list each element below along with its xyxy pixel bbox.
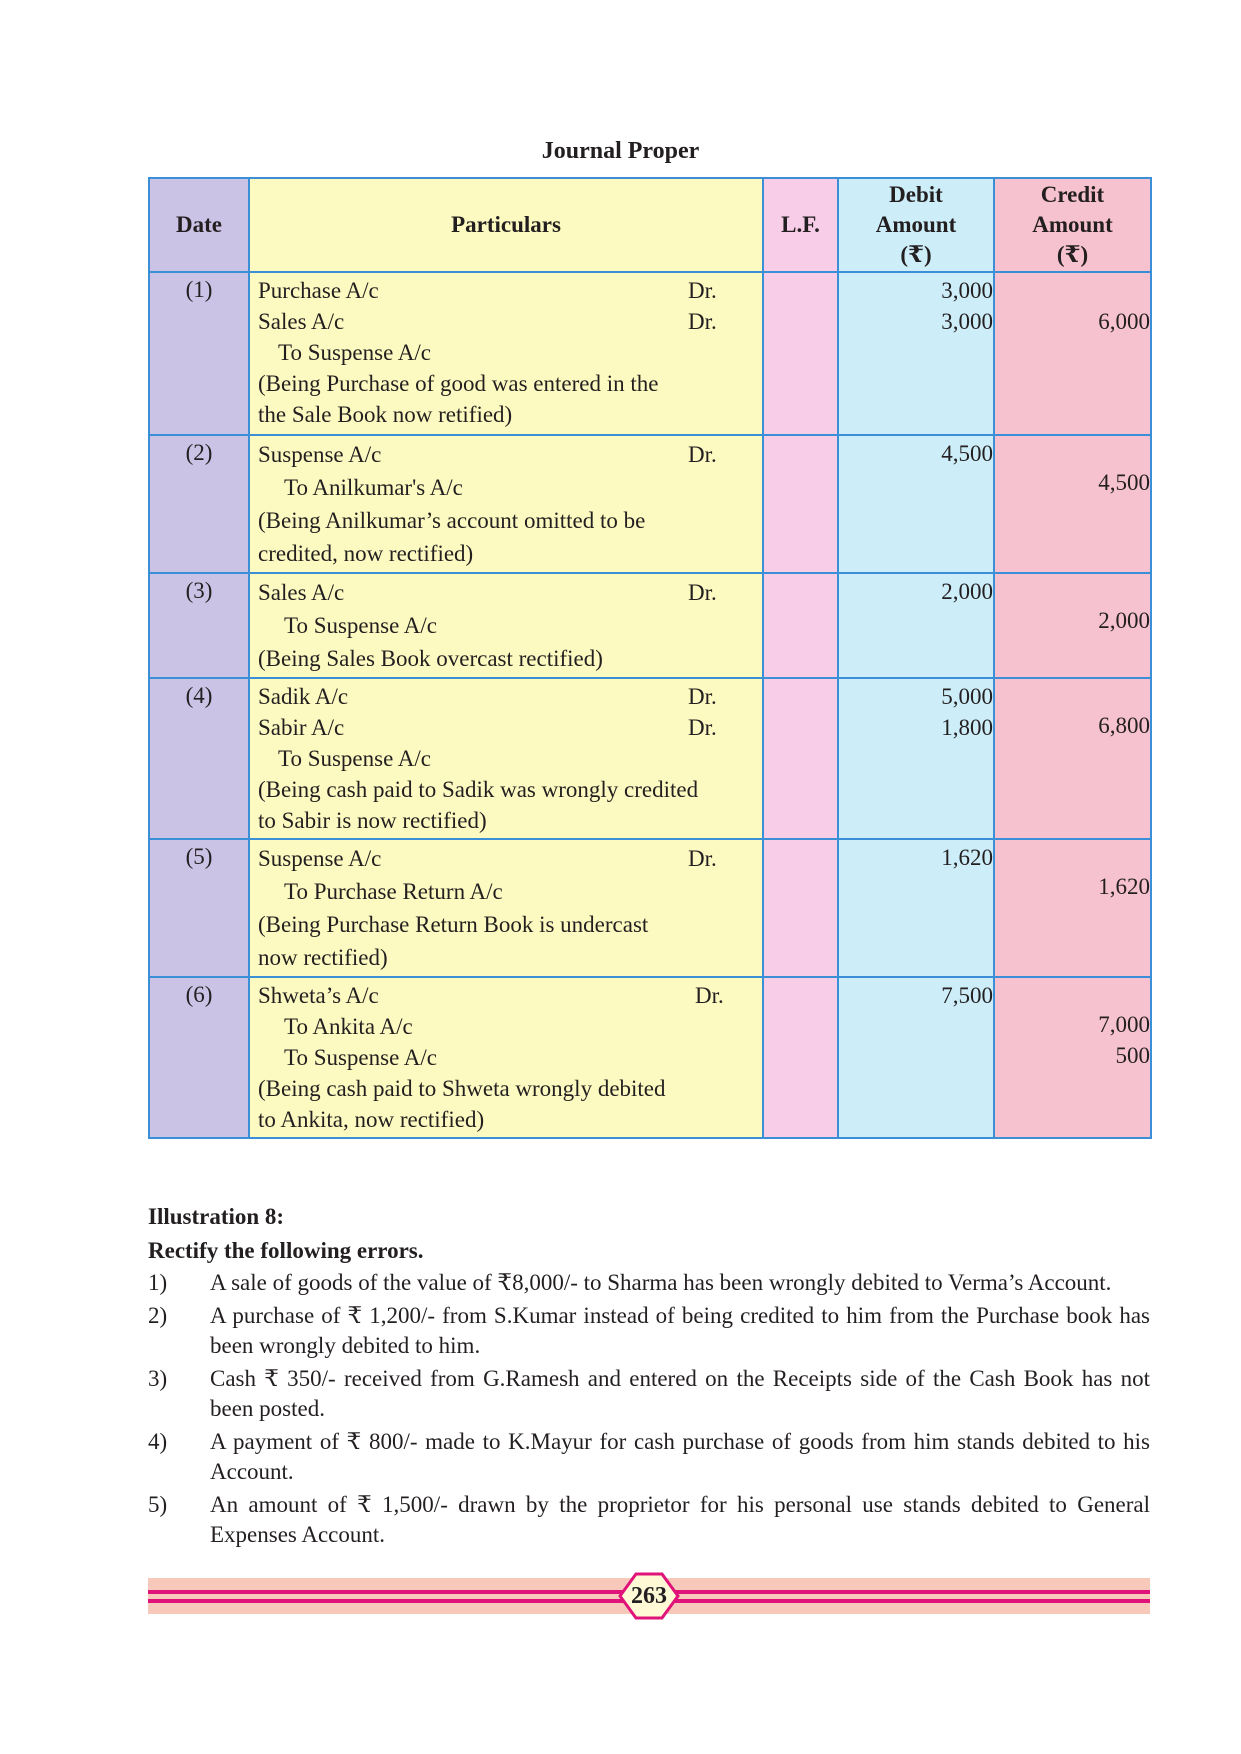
list-item	[148, 1427, 1150, 1487]
debit-marker: Dr.	[688, 846, 717, 871]
particulars-line	[258, 875, 754, 908]
entry-lf	[763, 678, 838, 839]
particulars-text: now rectified)	[258, 945, 388, 970]
particulars-line	[258, 471, 754, 504]
list-item-number: 3)	[148, 1366, 168, 1391]
particulars-line	[258, 743, 754, 774]
particulars-line	[258, 609, 754, 642]
entry-lf	[763, 839, 838, 977]
illustration-instruction: Rectify the following errors.	[148, 1238, 424, 1263]
header-date: Date	[149, 178, 249, 272]
particulars-line	[258, 712, 754, 743]
particulars-text: (Being cash paid to Shweta wrongly debited	[258, 1076, 666, 1101]
entry-particulars	[249, 272, 763, 435]
entry-date: (4)	[149, 678, 249, 839]
header-credit-line: Amount	[1032, 212, 1113, 237]
journal-body	[149, 272, 1151, 1138]
particulars-line	[258, 306, 754, 337]
entry-particulars	[249, 678, 763, 839]
particulars-line	[258, 337, 754, 368]
credit-amount: 7,000	[1098, 1012, 1150, 1037]
particulars-text: to Ankita, now rectified)	[258, 1107, 485, 1132]
header-credit-amount	[994, 178, 1151, 272]
particulars-text: the Sale Book now retified)	[258, 402, 513, 427]
header-particulars: Particulars	[249, 178, 763, 272]
entry-date: (1)	[149, 272, 249, 435]
particulars-text: (Being Anilkumar’s account omitted to be	[258, 508, 646, 533]
particulars-text: (Being cash paid to Sadik was wrongly credited	[258, 777, 699, 802]
table-row	[149, 573, 1151, 678]
entry-credit	[994, 573, 1151, 678]
list-item	[148, 1301, 1150, 1361]
list-item-text: A sale of goods of the value of ₹8,000/- to Sharma has been wrongly debited to Verma’s Account.	[210, 1270, 1112, 1295]
particulars-line	[258, 504, 754, 537]
particulars-line	[258, 399, 754, 430]
table-row	[149, 678, 1151, 839]
particulars-line	[258, 1042, 754, 1073]
entry-debit	[838, 272, 994, 435]
table-row	[149, 839, 1151, 977]
particulars-text: To Suspense A/c	[284, 613, 437, 638]
entry-debit	[838, 573, 994, 678]
entry-lf	[763, 272, 838, 435]
particulars-line	[258, 1104, 754, 1135]
particulars-line	[258, 642, 754, 675]
page-number-badge	[614, 1570, 684, 1622]
entry-particulars	[249, 435, 763, 573]
list-item	[148, 1364, 1150, 1424]
page-footer	[148, 1578, 1150, 1614]
particulars-text: To Anilkumar's A/c	[284, 475, 463, 500]
page-title: Journal Proper	[541, 138, 700, 164]
credit-amount: 500	[1115, 1043, 1150, 1068]
particulars-line	[258, 537, 754, 570]
debit-amount: 3,000	[941, 309, 993, 334]
particulars-text: To Purchase Return A/c	[284, 879, 503, 904]
entry-date: (5)	[149, 839, 249, 977]
particulars-line	[258, 681, 754, 712]
particulars-text: Sales A/c	[258, 580, 345, 605]
particulars-text: Sales A/c	[258, 309, 345, 334]
entry-lf	[763, 573, 838, 678]
entry-debit	[838, 977, 994, 1138]
particulars-text: credited, now rectified)	[258, 541, 474, 566]
entry-debit	[838, 839, 994, 977]
entry-credit	[994, 839, 1151, 977]
particulars-line	[258, 275, 754, 306]
list-item-number: 2)	[148, 1303, 168, 1328]
debit-marker: Dr.	[688, 715, 717, 740]
list-item-text: An amount of ₹ 1,500/- drawn by the proprietor for his personal use stands debited to General Expenses Account.	[210, 1492, 1150, 1547]
debit-marker: Dr.	[688, 684, 717, 709]
debit-marker: Dr.	[688, 278, 717, 303]
entry-credit	[994, 678, 1151, 839]
entry-credit	[994, 977, 1151, 1138]
list-item	[148, 1268, 1150, 1298]
particulars-text: (Being Purchase of good was entered in the	[258, 371, 659, 396]
table-row	[149, 272, 1151, 435]
credit-amount: 2,000	[1098, 608, 1150, 633]
illustration-heading: Illustration 8:	[148, 1204, 285, 1229]
particulars-line	[258, 805, 754, 836]
entry-debit	[838, 678, 994, 839]
list-item-number: 5)	[148, 1492, 168, 1517]
credit-amount: 4,500	[1098, 470, 1150, 495]
table-row	[149, 977, 1151, 1138]
entry-credit	[994, 435, 1151, 573]
table-row	[149, 435, 1151, 573]
entry-date: (6)	[149, 977, 249, 1138]
credit-amount	[995, 275, 1150, 306]
debit-amount: 1,620	[941, 845, 993, 870]
entry-lf	[763, 977, 838, 1138]
particulars-line	[258, 1073, 754, 1104]
particulars-text: Suspense A/c	[258, 846, 382, 871]
particulars-line	[258, 438, 754, 471]
particulars-line	[258, 368, 754, 399]
particulars-text: (Being Sales Book overcast rectified)	[258, 646, 603, 671]
particulars-line	[258, 1011, 754, 1042]
particulars-text: Suspense A/c	[258, 442, 382, 467]
list-item	[148, 1490, 1150, 1550]
debit-marker: Dr.	[688, 580, 717, 605]
particulars-line	[258, 908, 754, 941]
debit-amount: 3,000	[941, 278, 993, 303]
debit-amount: 5,000	[941, 684, 993, 709]
debit-amount: 1,800	[941, 715, 993, 740]
entry-date: (2)	[149, 435, 249, 573]
list-item-number: 4)	[148, 1429, 168, 1454]
header-credit-line: (₹)	[1056, 242, 1089, 267]
header-debit-line: (₹)	[900, 242, 932, 267]
debit-marker: Dr.	[695, 983, 724, 1008]
journal-table	[148, 177, 1152, 1139]
header-credit-line: Credit	[1040, 182, 1105, 207]
entry-particulars	[249, 573, 763, 678]
particulars-text: Sabir A/c	[258, 715, 345, 740]
entry-lf	[763, 435, 838, 573]
table-header-row	[149, 178, 1151, 272]
credit-amount: 6,800	[1098, 713, 1150, 738]
header-debit-amount	[838, 178, 994, 272]
entry-debit	[838, 435, 994, 573]
particulars-text: To Suspense A/c	[278, 746, 431, 771]
particulars-line	[258, 941, 754, 974]
error-list	[148, 1268, 1150, 1550]
particulars-line	[258, 576, 754, 609]
entry-credit	[994, 272, 1151, 435]
entry-particulars	[249, 839, 763, 977]
particulars-text: To Ankita A/c	[284, 1014, 413, 1039]
debit-amount: 7,500	[941, 983, 993, 1008]
list-item-number: 1)	[148, 1270, 168, 1295]
particulars-line	[258, 842, 754, 875]
particulars-line	[258, 980, 754, 1011]
page-number: 263	[631, 1583, 667, 1609]
particulars-text: Shweta’s A/c	[258, 983, 379, 1008]
entry-particulars	[249, 977, 763, 1138]
particulars-text: Purchase A/c	[258, 278, 379, 303]
credit-amount: 6,000	[1098, 309, 1150, 334]
debit-amount: 2,000	[941, 579, 993, 604]
entry-date: (3)	[149, 573, 249, 678]
credit-amount: 1,620	[1098, 874, 1150, 899]
illustration-section	[148, 1200, 1150, 1553]
header-debit-line: Amount	[875, 212, 957, 237]
particulars-text: (Being Purchase Return Book is undercast	[258, 912, 649, 937]
particulars-text: to Sabir is now rectified)	[258, 808, 487, 833]
list-item-text: Cash ₹ 350/- received from G.Ramesh and entered on the Receipts side of the Cash Book has not been posted.	[210, 1366, 1150, 1421]
particulars-line	[258, 774, 754, 805]
debit-marker: Dr.	[688, 309, 717, 334]
debit-marker: Dr.	[688, 442, 717, 467]
header-debit-line: Debit	[889, 182, 943, 207]
particulars-text: To Suspense A/c	[284, 1045, 437, 1070]
list-item-text: A purchase of ₹ 1,200/- from S.Kumar instead of being credited to him from the Purchase book has been wrongly debited to him.	[210, 1303, 1150, 1358]
particulars-text: Sadik A/c	[258, 684, 349, 709]
list-item-text: A payment of ₹ 800/- made to K.Mayur for cash purchase of goods from him stands debited to his Account.	[210, 1429, 1150, 1484]
header-lf: L.F.	[763, 178, 838, 272]
particulars-text: To Suspense A/c	[278, 340, 431, 365]
debit-amount: 4,500	[941, 441, 993, 466]
